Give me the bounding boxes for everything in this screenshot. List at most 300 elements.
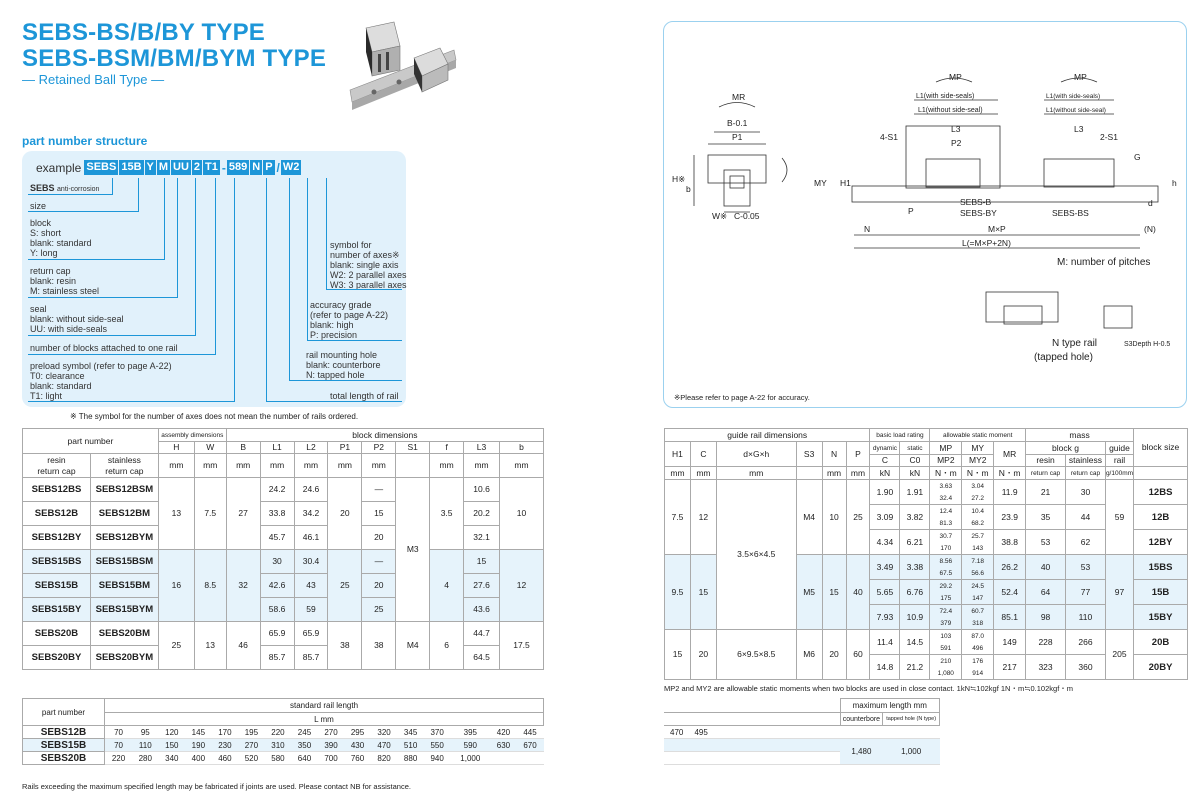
cell-resin: SEBS20B — [23, 622, 91, 646]
unit-b: mm — [226, 454, 260, 478]
cell-stainless: SEBS12BSM — [90, 478, 158, 502]
cell-l2: 59 — [294, 598, 328, 622]
table-row — [23, 574, 544, 598]
rl-val: 270 — [238, 739, 265, 752]
cell-my2: 147 — [972, 595, 984, 602]
rl-val: 190 — [185, 739, 212, 752]
unit-f: mm — [430, 454, 464, 478]
cell-mass-resin: 21 — [1026, 480, 1066, 505]
cell-l3: 10.6 — [464, 478, 500, 502]
unit-r6: mm — [846, 467, 870, 480]
cell-my2: 496 — [972, 645, 984, 652]
rl-val: 420 — [490, 726, 517, 739]
th-stainless-r: stainless — [1065, 455, 1105, 467]
rl-val: 145 — [185, 726, 212, 739]
unit-l1: mm — [260, 454, 294, 478]
leader-blocks — [28, 354, 216, 355]
th-resin: resin — [47, 454, 66, 465]
cell-mr: 52.4 — [994, 580, 1026, 605]
cell-c0: 6.21 — [900, 530, 930, 555]
label-h-small: h — [1172, 178, 1177, 188]
code-axes: W2 — [282, 161, 300, 173]
th-moment: allowable static moment — [943, 432, 1013, 439]
th-my2: MY2 — [962, 455, 994, 467]
cell-my2: 143 — [972, 545, 984, 552]
cell-dgh: 6×9.5×8.5 — [716, 630, 796, 680]
cell-stainless: SEBS12BM — [90, 502, 158, 526]
cell-mr: 23.9 — [994, 505, 1026, 530]
rl-val: 345 — [397, 726, 424, 739]
label-my: MY — [814, 178, 827, 188]
cell-mass-resin: 64 — [1026, 580, 1066, 605]
th-l3: L3 — [464, 442, 500, 454]
th-p2: P2 — [362, 442, 396, 454]
rl-val: 320 — [371, 726, 398, 739]
pns-series-desc: anti-corrosion — [57, 186, 100, 193]
cell-mass-stain: 53 — [1065, 555, 1105, 580]
label-mp-2: MP — [1074, 72, 1087, 82]
cell-mass-stain: 77 — [1065, 580, 1105, 605]
cell-p: 40 — [846, 555, 870, 630]
max-th: maximum length mm — [840, 699, 940, 713]
pns-mount-title: rail mounting hole — [306, 350, 378, 360]
cell-p2: 20 — [362, 574, 396, 598]
cell-my2: 27.2 — [971, 495, 985, 502]
cell-resin: SEBS15BY — [23, 598, 91, 622]
cell-s3: M4 — [796, 480, 822, 555]
cell-p2: — — [362, 478, 396, 502]
cell-l1: 58.6 — [260, 598, 294, 622]
label-b: B-0.1 — [727, 118, 748, 128]
cell-l2: 85.7 — [294, 646, 328, 670]
rl-val: 520 — [238, 752, 265, 765]
leader-block-v — [164, 178, 165, 260]
code-block: Y — [146, 161, 154, 173]
label-tapped: (tapped hole) — [1034, 352, 1093, 363]
pns-item-preload — [30, 361, 172, 401]
cell-mass-stain: 110 — [1065, 605, 1105, 630]
unit-r14: g/100mm — [1105, 470, 1134, 477]
table-row — [665, 480, 1188, 505]
rl-val: 580 — [265, 752, 292, 765]
cell-h1: 9.5 — [665, 555, 691, 630]
cell-mp: 29.2 — [939, 583, 953, 590]
leader-size — [28, 211, 139, 212]
cell-cdyn: 7.93 — [870, 605, 900, 630]
cell-bb: 10 — [499, 478, 543, 550]
cell-p: 60 — [846, 630, 870, 680]
label-l3b: L3 — [1074, 124, 1084, 134]
th-block-g: block g — [1026, 442, 1106, 455]
cell-mr: 217 — [994, 655, 1026, 680]
label-b-small: b — [686, 184, 691, 194]
rl-val: 390 — [318, 739, 345, 752]
rl-val: 280 — [132, 752, 159, 765]
table-row — [23, 502, 544, 526]
pns-acc-title: accuracy grade — [310, 300, 372, 310]
cell-mp2: 170 — [940, 545, 952, 552]
rl-val: 460 — [212, 752, 239, 765]
unit-r5: mm — [822, 467, 846, 480]
cell-my: 3.04 — [971, 483, 985, 490]
cell-size: 12BY — [1134, 530, 1188, 555]
cell-my2: 68.2 — [971, 520, 985, 527]
cell-size: 12B — [1134, 505, 1188, 530]
label-l1-seal-2: L1(with side-seals) — [1046, 93, 1101, 100]
rl-val: 395 — [450, 726, 490, 739]
label-h1: H1 — [840, 178, 851, 188]
rl-val: 400 — [185, 752, 212, 765]
th-p1: P1 — [328, 442, 362, 454]
leader-preload — [28, 401, 235, 402]
cell-c0: 21.2 — [900, 655, 930, 680]
cell-l1: 65.9 — [260, 622, 294, 646]
cell-bb: 17.5 — [499, 622, 543, 670]
label-l1-noseal-2: L1(without side-seal) — [1046, 107, 1106, 114]
label-l1-noseal: L1(without side-seal) — [918, 107, 983, 114]
pns-item-block — [30, 218, 92, 258]
cell-l1: 24.2 — [260, 478, 294, 502]
cell-size: 15BS — [1134, 555, 1188, 580]
leader-axes — [326, 289, 402, 290]
title-line-1: SEBS-BS/B/BY TYPE — [22, 19, 266, 46]
cell-c0: 3.82 — [900, 505, 930, 530]
cell-my: 10.4 — [971, 508, 985, 515]
cell-size: 15B — [1134, 580, 1188, 605]
rl-val: 820 — [371, 752, 398, 765]
cell-mass-stain: 30 — [1065, 480, 1105, 505]
cell-mr: 85.1 — [994, 605, 1026, 630]
cell-mr: 38.8 — [994, 530, 1026, 555]
th-my: MY — [962, 442, 994, 455]
rail-row-15 — [23, 739, 544, 752]
cell-resin: SEBS15BS — [23, 550, 91, 574]
label-d: d — [1148, 198, 1153, 208]
code-preload: T1 — [205, 161, 218, 173]
table-row — [23, 550, 544, 574]
unit-r9: N・m — [930, 467, 962, 480]
rl-val: 630 — [490, 739, 517, 752]
rl-val: 220 — [105, 752, 133, 765]
rl-val: 295 — [344, 726, 371, 739]
leader-size-v — [138, 178, 139, 212]
cell-p2: — — [362, 550, 396, 574]
cell-bb: 12 — [499, 550, 543, 622]
cell-w: 13 — [194, 622, 226, 670]
example-label: example — [36, 160, 82, 175]
cell-b: 27 — [226, 478, 260, 550]
rl-val: 270 — [318, 726, 345, 739]
pns-seal-l1: blank: without side-seal — [30, 314, 124, 324]
axes-note: ※ The symbol for the number of axes does not mean the number of rails ordered. — [70, 412, 359, 421]
rl-val: 70 — [105, 726, 133, 739]
cell-resin: SEBS12BS — [23, 478, 91, 502]
cell-s3: M6 — [796, 630, 822, 680]
label-l1-seal: L1(with side-seals) — [916, 93, 975, 100]
cell-p2: 20 — [362, 526, 396, 550]
th-static: static — [907, 445, 923, 452]
rl-th-std: standard rail length — [105, 699, 544, 713]
pns-item-number-blocks: number of blocks attached to one rail — [30, 343, 178, 353]
label-h: H※ — [672, 174, 686, 184]
th-mr: MR — [994, 442, 1026, 467]
rl-pn: SEBS12B — [23, 726, 105, 739]
rl-val: 880 — [397, 752, 424, 765]
cell-l2: 43 — [294, 574, 328, 598]
max-th-cb: counterbore — [840, 713, 883, 726]
cell-resin: SEBS20BY — [23, 646, 91, 670]
rl-val: 95 — [132, 726, 159, 739]
cell-resin: SEBS15B — [23, 574, 91, 598]
cell-rail: 97 — [1105, 555, 1133, 630]
cell-cdyn: 3.09 — [870, 505, 900, 530]
cell-size: 15BY — [1134, 605, 1188, 630]
cell-mass-resin: 98 — [1026, 605, 1066, 630]
pns-item-axes — [330, 240, 407, 290]
rail-footnote: Rails exceeding the maximum specified length may be fabricated if joints are used. Please contact NB for assistance. — [22, 782, 411, 791]
unit-r12: return cap — [1030, 470, 1061, 477]
cell-mass-stain: 266 — [1065, 630, 1105, 655]
pns-acc-l1: (refer to page A-22) — [310, 310, 389, 320]
moment-footnote: MP2 and MY2 are allowable static moments when two blocks are used in close contact. 1kN≒102kgf 1N・m≒0.102kgf・m — [664, 684, 1074, 693]
pns-series-title: SEBS — [30, 183, 55, 193]
pns-seal-title: seal — [30, 304, 47, 314]
pns-block-l1: S: short — [30, 228, 62, 238]
cell-p1: 38 — [328, 622, 362, 670]
cell-c0: 1.91 — [900, 480, 930, 505]
pns-preload-l2: blank: standard — [30, 381, 92, 391]
pns-item-total-length: total length of rail — [330, 391, 399, 401]
unit-r8: kN — [900, 467, 930, 480]
rl-val: 470 — [371, 739, 398, 752]
rl-val: 590 — [450, 739, 490, 752]
rl-val: 70 — [105, 739, 133, 752]
unit-b2: mm — [499, 454, 543, 478]
label-p2: P2 — [951, 138, 962, 148]
cell-mp: 8.56 — [939, 558, 953, 565]
cell-l3: 44.7 — [464, 622, 500, 646]
cell-size: 12BS — [1134, 480, 1188, 505]
pns-block-l2: blank: standard — [30, 238, 92, 248]
code-return-cap: M — [158, 161, 169, 173]
pns-seal-l2: UU: with side-seals — [30, 324, 108, 334]
leader-return-v — [177, 178, 178, 298]
cell-p2: 25 — [362, 598, 396, 622]
cell-stainless: SEBS20BYM — [90, 646, 158, 670]
rl-val: 150 — [159, 739, 186, 752]
rl-val: 110 — [132, 739, 159, 752]
rl-th-unit: L mm — [105, 713, 544, 726]
cell-stainless: SEBS12BYM — [90, 526, 158, 550]
th-stainless-2: return cap — [105, 465, 144, 476]
pns-axes-l1: number of axes※ — [330, 250, 400, 260]
rail-row-20 — [23, 752, 544, 765]
rl-val: 170 — [212, 726, 239, 739]
th-dgh: d×G×h — [716, 442, 796, 467]
rl-val: 430 — [344, 739, 371, 752]
cell-mp2: 175 — [940, 595, 952, 602]
pns-mount-l1: blank: counterbore — [306, 360, 381, 370]
cell-l1: 33.8 — [260, 502, 294, 526]
label-s3: S3Depth H-0.5 — [1124, 341, 1171, 348]
cell-c: 15 — [690, 555, 716, 630]
unit-r10: N・m — [962, 467, 994, 480]
cell-mp: 30.7 — [939, 533, 953, 540]
th-dynamic: dynamic — [872, 445, 898, 452]
leader-seal-v — [195, 178, 196, 336]
table-row — [23, 646, 544, 670]
th-s1: S1 — [396, 442, 430, 454]
label-sebsbs: SEBS-BS — [1052, 208, 1089, 218]
table-row — [23, 598, 544, 622]
cell-mass-resin: 40 — [1026, 555, 1066, 580]
cell-l3: 32.1 — [464, 526, 500, 550]
th-h1: H1 — [665, 442, 691, 467]
th-part-number: part number — [23, 429, 159, 454]
th-guide: guide — [1105, 442, 1133, 455]
th-mp: MP — [930, 442, 962, 455]
cell-size: 20BY — [1134, 655, 1188, 680]
cell-my: 25.7 — [971, 533, 985, 540]
cell-mp2: 81.3 — [939, 520, 953, 527]
label-g: G — [1134, 152, 1141, 162]
rl-val: 445 — [517, 726, 544, 739]
th-stainless: stainless — [107, 454, 141, 465]
leader-return — [28, 297, 178, 298]
pns-axes-l2: blank: single axis — [330, 260, 399, 270]
code-hole: N — [252, 161, 261, 173]
th-block-dims: block dimensions — [226, 429, 543, 442]
th-mass: mass — [1026, 429, 1134, 442]
cell-cdyn: 14.8 — [870, 655, 900, 680]
rl-val: 940 — [424, 752, 451, 765]
leader-acc — [307, 340, 402, 341]
cell-my: 7.18 — [971, 558, 985, 565]
cell-l2: 34.2 — [294, 502, 328, 526]
cell-h: 25 — [158, 622, 194, 670]
th-basic-load: basic load rating — [876, 432, 924, 439]
cell-w: 7.5 — [194, 478, 226, 550]
max-length-table — [664, 698, 940, 765]
unit-w: mm — [194, 454, 226, 478]
cell-p2: 38 — [362, 622, 396, 670]
pns-return-l1: blank: resin — [30, 276, 77, 286]
rl-val: 220 — [265, 726, 292, 739]
rl-val: 310 — [265, 739, 292, 752]
cell-c0: 3.38 — [900, 555, 930, 580]
cell-s1: M3 — [396, 478, 430, 622]
cell-stainless: SEBS20BM — [90, 622, 158, 646]
unit-r3: mm — [716, 467, 796, 480]
pns-item-size: size — [30, 201, 47, 211]
pns-acc-l3: P: precision — [310, 330, 358, 340]
th-l2: L2 — [294, 442, 328, 454]
code-length: 589 — [228, 161, 248, 173]
code-series: SEBS — [86, 161, 117, 173]
th-c0: C0 — [900, 455, 930, 467]
label-w: W※ — [712, 211, 728, 221]
code-dash: - — [221, 160, 226, 175]
cell-n: 15 — [822, 555, 846, 630]
cell-b: 32 — [226, 550, 260, 622]
cell-l3: 15 — [464, 550, 500, 574]
leader-mount-v — [289, 178, 290, 380]
leader-length-v — [266, 178, 267, 401]
max-th-val: 1,000 — [883, 739, 940, 765]
cell-l3: 64.5 — [464, 646, 500, 670]
th-block-size: block size — [1141, 442, 1180, 452]
rl-val-cont-2: 495 — [694, 727, 708, 737]
pns-return-title: return cap — [30, 266, 71, 276]
label-ntype: N type rail — [1052, 338, 1098, 349]
cell-l1: 42.6 — [260, 574, 294, 598]
rl-val: 640 — [291, 752, 318, 765]
title-line-2: SEBS-BSM/BM/BYM TYPE — [22, 45, 327, 72]
page-title — [22, 20, 326, 72]
cell-h: 13 — [158, 478, 194, 550]
cell-c0: 6.76 — [900, 580, 930, 605]
cell-mr: 11.9 — [994, 480, 1026, 505]
cell-f: 3.5 — [430, 478, 464, 550]
rl-val: 670 — [517, 739, 544, 752]
rl-val: 510 — [397, 739, 424, 752]
th-resin-r: resin — [1026, 455, 1066, 467]
rl-val: 370 — [424, 726, 451, 739]
label-pitches: M: number of pitches — [1057, 257, 1151, 268]
th-h: H — [158, 442, 194, 454]
unit-r7: kN — [870, 467, 900, 480]
cell-l3: 43.6 — [464, 598, 500, 622]
pns-axes-title: symbol for — [330, 240, 372, 250]
unit-r1: mm — [665, 467, 691, 480]
label-s1a: 4-S1 — [880, 132, 898, 142]
rl-val: 230 — [212, 739, 239, 752]
cell-s3: M5 — [796, 555, 822, 630]
pns-axes-l4: W3: 3 parallel axes — [330, 280, 407, 290]
cell-cdyn: 3.49 — [870, 555, 900, 580]
cell-resin: SEBS12B — [23, 502, 91, 526]
pns-preload-l1: T0: clearance — [30, 371, 85, 381]
cell-dgh: 3.5×6×4.5 — [716, 480, 796, 630]
cell-my2: 318 — [972, 620, 984, 627]
cell-n: 20 — [822, 630, 846, 680]
cell-b: 46 — [226, 622, 260, 670]
cell-l2: 24.6 — [294, 478, 328, 502]
cell-size: 20B — [1134, 630, 1188, 655]
leader-series — [28, 194, 113, 195]
cell-mr: 26.2 — [994, 555, 1026, 580]
pns-preload-l3: T1: light — [30, 391, 63, 401]
cell-f: 4 — [430, 550, 464, 622]
unit-p1: mm — [328, 454, 362, 478]
rl-pn: SEBS20B — [23, 752, 105, 765]
rl-val-cont-1: 470 — [670, 727, 684, 737]
leader-blocks-v — [215, 178, 216, 355]
cell-l3: 27.6 — [464, 574, 500, 598]
unit-p2: mm — [362, 454, 396, 478]
cell-cdyn: 11.4 — [870, 630, 900, 655]
code-accuracy: P — [265, 161, 273, 173]
pns-item-mounting — [306, 350, 381, 380]
leader-axes-v — [326, 178, 327, 290]
rl-th-part: part number — [23, 699, 105, 726]
cell-cdyn: 4.34 — [870, 530, 900, 555]
cell-c: 20 — [690, 630, 716, 680]
spec-table-left — [22, 428, 544, 670]
cell-mp2: 1,080 — [937, 670, 954, 677]
label-s1b: 2-S1 — [1100, 132, 1118, 142]
th-w: W — [194, 442, 226, 454]
